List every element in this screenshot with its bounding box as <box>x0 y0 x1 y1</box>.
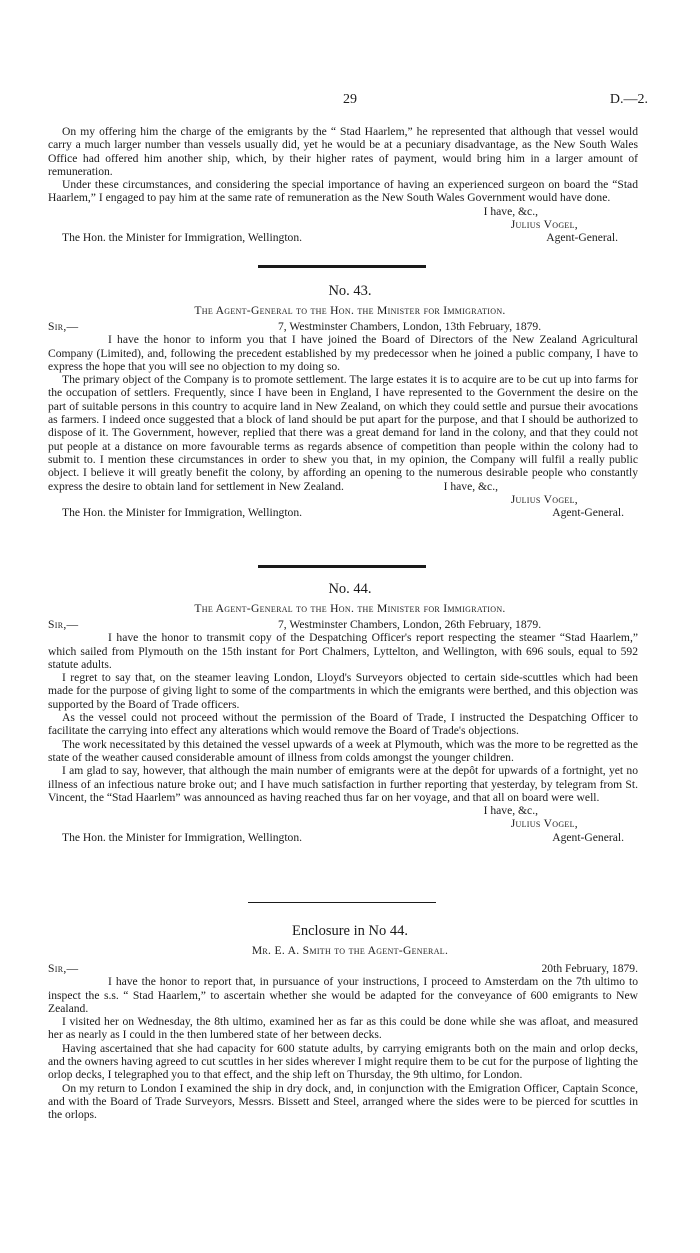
salutation: Sir,— <box>48 320 79 333</box>
paragraph: I regret to say that, on the steamer leaving London, Lloyd's Surveyors objected to certain side-scuttles which had been made for the purpose of giving light to some of the compartments in which the emigrants were berthed, and this objection was supported by the Board of Trade officers. <box>48 671 638 711</box>
letter-44-body <box>48 618 638 844</box>
paragraph: I visited her on Wednesday, the 8th ultimo, examined her as far as this could be done while she was afloat, and measured her as nearly as I could in the then lumbered state of her between decks. <box>48 1015 638 1042</box>
salutation: Sir,— <box>48 618 79 631</box>
addressee: The Hon. the Minister for Immigration, Wellington. <box>62 506 303 520</box>
letter-heading: The Agent-General to the Hon. the Minister for Immigration. <box>194 602 506 615</box>
paragraph: I have the honor to transmit copy of the Despatching Officer's report respecting the steamer “Stad Haarlem,” which sailed from Plymouth on the 15th instant for Port Chalmers, Lyttelton, and Wellington, with 696 souls, equal to 592 statute adults. <box>48 631 638 671</box>
closing: I have, &c., <box>483 804 538 818</box>
paragraph: On my offering him the charge of the emigrants by the “ Stad Haarlem,” he represented that although that vessel would carry a much larger number than vessels usually did, yet he would be at a pecuniary disadvantage, as the New South Wales Office had offered him another ship, which, by their higher rates of payment, would bring him in a larger amount of remuneration. <box>48 125 638 178</box>
closing: I have, &c., <box>443 479 498 493</box>
enclosure-body <box>48 962 638 1122</box>
paragraph: The work necessitated by this detained the vessel upwards of a week at Plymouth, which was the more to be regretted as the state of the weather caused considerable amount of illness from colds amongst the younger children. <box>48 737 638 764</box>
letter-number: No. 44. <box>328 581 372 597</box>
signatory-title: Agent-General. <box>552 506 624 520</box>
salutation-row <box>48 962 638 975</box>
paragraph: As the vessel could not proceed without the permission of the Board of Trade, I instructed the Despatching Officer to facilitate the carrying into effect any alterations which would remove the Board of Trade's objections. <box>48 711 638 738</box>
enclosure-title: Enclosure in No 44. <box>292 923 408 939</box>
letter-heading: The Agent-General to the Hon. the Minister for Immigration. <box>194 304 506 317</box>
page-number: 29 <box>343 92 357 107</box>
paragraph: Having ascertained that she had capacity for 600 statute adults, by carrying emigrants both on the main and orlop decks, and the owners having agreed to cut scuttles in her sides wherever I might require them to be cut for the purpose of lighting the orlop decks, I telegraphed you to that effect, and the ship left on Thursday, the 9th ultimo, for London. <box>48 1041 638 1082</box>
signatory-title: Agent-General. <box>546 231 618 245</box>
salutation-row <box>48 618 638 631</box>
addressee: The Hon. the Minister for Immigration, Wellington. <box>62 830 303 844</box>
signature: Julius Vogel, <box>510 493 578 507</box>
sender-address: 7, Westminster Chambers, London, 26th February, 1879. <box>278 618 542 631</box>
section-divider <box>258 565 426 568</box>
letter-date: 20th February, 1879. <box>541 962 638 975</box>
enclosure-heading: Mr. E. A. Smith to the Agent-General. <box>251 944 449 957</box>
paragraph: I have the honor to inform you that I have joined the Board of Directors of the New Zealand Agricultural Company (Limited), and, following the precedent established by my predecessor when he joined a public company, I have to express the hope that you will see no objection to my doing so. <box>48 333 638 373</box>
signature: Julius Vogel, <box>510 817 578 831</box>
salutation: Sir,— <box>48 962 79 975</box>
section-divider <box>248 902 436 903</box>
addressee: The Hon. the Minister for Immigration, Wellington. <box>62 231 303 245</box>
paragraph: Under these circumstances, and considering the special importance of having an experienced surgeon on board the “Stad Haarlem,” I engaged to pay him at the same rate of remuneration as the New South Wales Government would have done. <box>48 178 638 205</box>
document-reference: D.—2. <box>609 92 648 107</box>
signoff-row <box>48 831 638 844</box>
letter-43-body <box>48 320 638 520</box>
signoff-row <box>48 231 638 244</box>
sender-address: 7, Westminster Chambers, London, 13th February, 1879. <box>278 320 542 333</box>
closing: I have, &c., <box>483 204 538 218</box>
letter-number: No. 43. <box>328 283 372 299</box>
signature: Julius Vogel, <box>510 218 578 232</box>
section-divider <box>258 265 426 268</box>
paragraph: I have the honor to report that, in pursuance of your instructions, I proceed to Amsterdam on the 7th ultimo to inspect the s.s. “ Stad Haarlem,” to ascertain whether she would be adapted for the conveyance of 600 emigrants to New Zealand. <box>48 975 638 1015</box>
letter-42-continuation <box>48 125 638 245</box>
signoff-row <box>48 506 638 519</box>
paragraph: On my return to London I examined the ship in dry dock, and, in conjunction with the Emigration Officer, Captain Sconce, and with the Board of Trade Surveyors, Messrs. Bissett and Steel, arranged where the sides were to be pierced for scuttles in the orlops. <box>48 1081 638 1122</box>
salutation-row <box>48 320 638 333</box>
signatory-title: Agent-General. <box>552 830 624 844</box>
paragraph: The primary object of the Company is to promote settlement. The large estates it is to acquire are to be cut up into farms for the occupation of settlers. Frequently, since I have been in England, I have represented to the Government the desire on the part of suitable persons in this country to acquire land in New Zealand, on which they could settle and pursue their avocations as farmers. I indeed once suggested that a block of land should be put apart for the purpose, and that I should be authorized to dispose of it. The Government, however, replied that there was a great demand for land in the colony, and that they could not put people at a distance on more favourable terms as regards absence of competition than people within the colony had to submit to. I mention these circumstances in order to shew you that, in my opinion, the Company will fulfil a really public object. I believe it will greatly benefit the colony, by affording an opening to the numerous desirable people who constantly express the desire to obtain land for settlement in New Zealand. <box>48 373 638 493</box>
paragraph: I am glad to say, however, that although the main number of emigrants were at the depôt for upwards of a fortnight, yet no illness of an infectious nature broke out; and I have much satisfaction in further reporting that yesterday, by telegram from St. Vincent, the “Stad Haarlem” was announced as having reached thus far on her voyage, and that all on board were well. <box>48 764 638 804</box>
